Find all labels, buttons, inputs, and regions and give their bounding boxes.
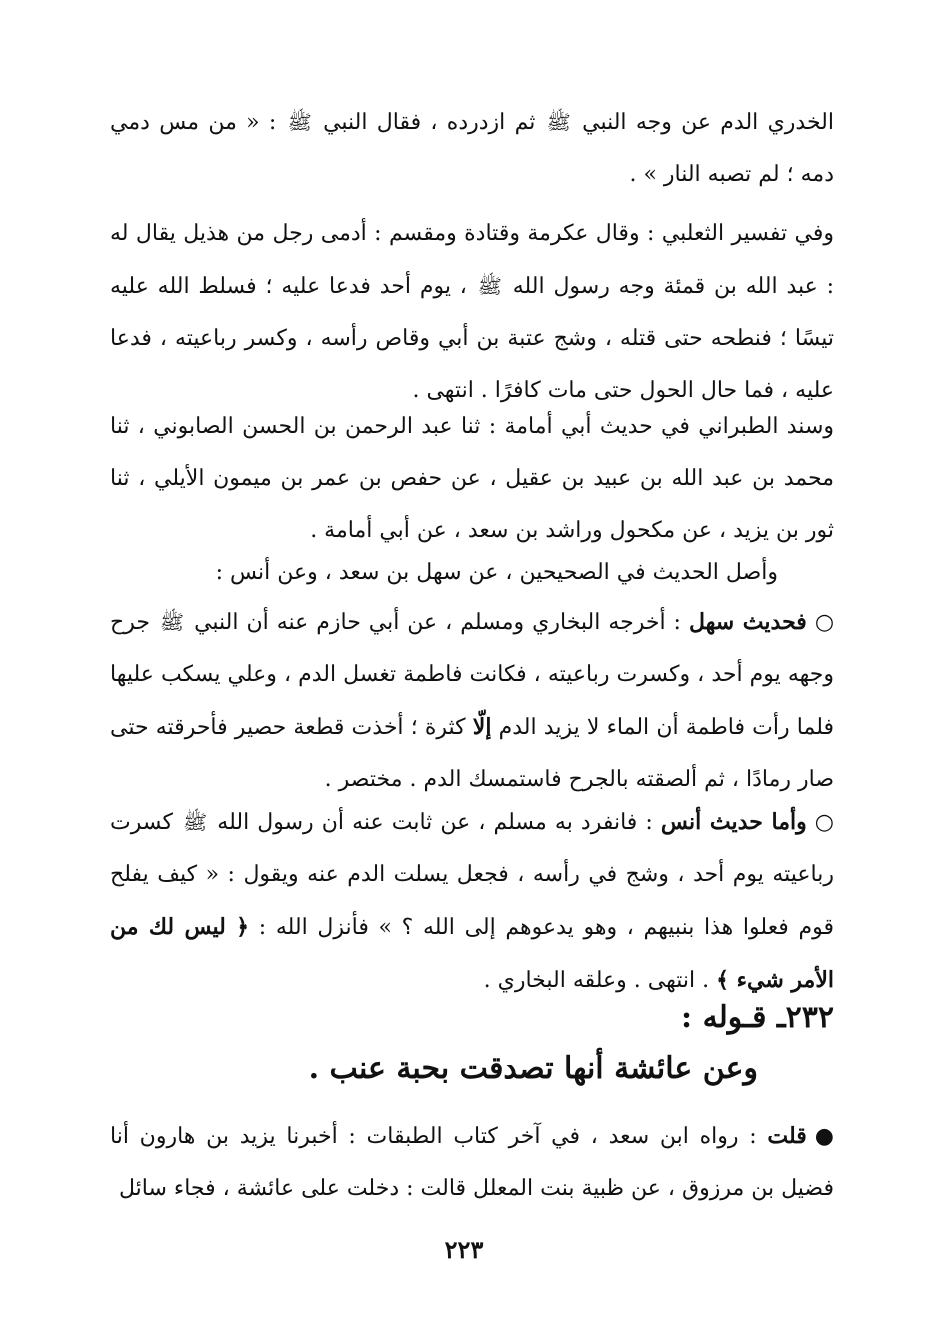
paragraph-1-text-a: الخدري الدم عن وجه النبي [572,110,834,135]
quran-verse: ﴿ ليس لك من الأمر شيء ﴾ [110,914,834,993]
honorific-glyph: ﷺ [183,810,208,834]
section-number-heading: ٢٣٢ـ قـوله : [681,1000,834,1035]
paragraph-4-text: وأصل الحديث في الصحيحين ، عن سهل بن سعد ، وعن أنس : [215,560,778,585]
paragraph-7-text: : رواه ابن سعد ، في آخر كتاب الطبقات : أخبرنا يزيد بن هارون أنا فضيل بن مرزوق ، عن ظبية بنت المعلل قالت : دخلت على عائشة ، فجاء سائل [110,1124,834,1201]
circle-bullet-icon: ○ [814,810,834,835]
paragraph-7-lead: قلت [767,1123,807,1149]
paragraph-5 [110,596,834,806]
paragraph-3-text: وسند الطبراني في حديث أبي أمامة : ثنا عبد الرحمن بن الحسن الصابوني ، ثنا محمد بن عبد الله بن عبيد بن عقيل ، عن حفص بن عمر بن ميمون الأيلي ، ثنا ثور بن يزيد ، عن مكحول وراشد بن سعد ، عن أبي أمامة . [110,414,834,543]
honorific-glyph: ﷺ [546,110,571,134]
paragraph-6-text-b: كسرت رباعيته يوم أحد ، وشج في رأسه ، فجعل يسلت الدم عنه ويقول : « كيف يفلح قوم فعلوا هذا بنبيهم ، وهو يدعوهم إلى الله ؟ » فأنزل الله : [110,810,834,940]
paragraph-2 [110,208,834,417]
paragraph-3 [110,401,834,557]
paragraph-7 [110,1110,834,1215]
page-number: ٢٢٣ [444,1235,484,1264]
paragraph-5-text-a: : أخرجه البخاري ومسلم ، عن أبي حازم عنه أن النبي [186,610,689,635]
honorific-glyph: ﷺ [477,274,502,298]
paragraph-5-lead: فحديث سهل [688,609,807,635]
paragraph-6-lead: وأما حديث أنس [660,809,807,835]
paragraph-5-text-b: جرح وجهه يوم أحد ، وكسرت رباعيته ، فكانت فاطمة تغسل الدم ، وعلي يسكب عليها فلما رأت فاطمة أن الماء لا يزيد الدم [110,610,834,740]
filled-bullet-icon: ● [814,1124,834,1149]
paragraph-4 [110,547,778,599]
circle-bullet-icon: ○ [814,610,835,635]
paragraph-2-text-b: ، يوم أحد فدعا عليه ؛ فسلط الله عليه تيسًا ؛ فنطحه حتى قتله ، وشج عتبة بن أبي وقاص رأسه ، وكسر رباعيته ، فدعا عليه ، فما حال الحول حتى مات كافرًا . انتهى . [110,274,834,403]
paragraph-1 [110,96,834,201]
honorific-glyph: ﷺ [159,610,185,634]
paragraph-6 [110,796,834,1007]
honorific-glyph: ﷺ [287,110,312,134]
paragraph-6-text-c: . انتهى . وعلقه البخاري . [483,968,717,993]
paragraph-5-emphasis: إلّا [472,714,492,740]
paragraph-1-text-c: : « من مس دمي دمه ؛ لم تصبه النار » . [110,110,834,187]
paragraph-5-text-c: كثرة ؛ أخذت قطعة حصير فأحرقته حتى صار رمادًا ، ثم ألصقته بالجرح فاستمسك الدم . مختصر . [110,715,834,792]
paragraph-6-text-a: : فانفرد به مسلم ، عن ثابت عنه أن رسول الله [209,810,661,835]
section-quote-heading: وعن عائشة أنها تصدقت بحبة عنب . [308,1051,758,1086]
paragraph-2-text-a: وفي تفسير الثعلبي : وقال عكرمة وقتادة ومقسم : أدمى رجل من هذيل يقال له : عبد الله بن قمئة وجه رسول الله [110,221,834,299]
paragraph-1-text-b: ثم ازدرده ، فقال النبي [313,110,545,135]
